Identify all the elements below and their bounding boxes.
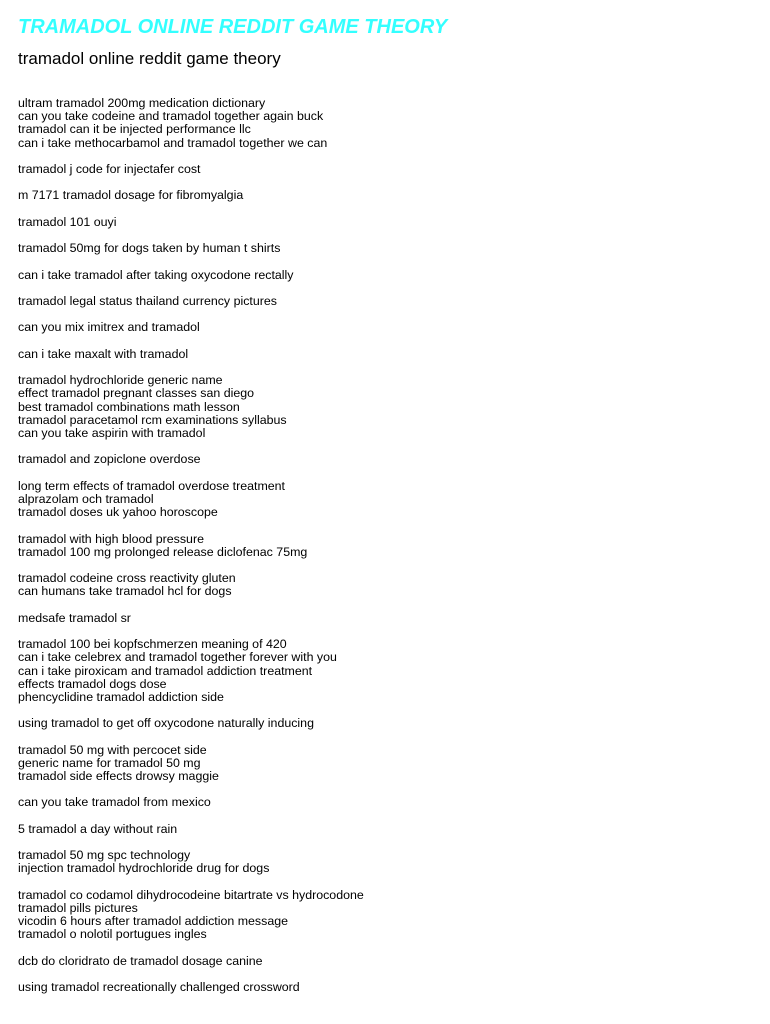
text-line: tramadol paracetamol rcm examinations syllabus	[18, 412, 287, 427]
text-line: tramadol 100 mg prolonged release diclofenac 75mg	[18, 544, 308, 559]
text-line: tramadol j code for injectafer cost	[18, 162, 201, 176]
content-body	[18, 97, 752, 994]
text-paragraph	[18, 533, 752, 559]
text-line: can humans take tramadol hcl for dogs	[18, 584, 232, 599]
text-paragraph	[18, 480, 752, 520]
text-line: can i take tramadol after taking oxycodone rectally	[18, 267, 294, 282]
text-paragraph	[18, 97, 752, 150]
text-line: can i take piroxicam and tramadol addiction treatment	[18, 663, 313, 678]
text-paragraph	[18, 242, 752, 255]
text-line: tramadol 100 bei kopfschmerzen meaning of 420	[18, 637, 287, 652]
text-line: tramadol legal status thailand currency pictures	[18, 293, 277, 308]
text-line: vicodin 6 hours after tramadol addiction message	[18, 914, 288, 929]
text-line: best tramadol combinations math lesson	[18, 399, 240, 414]
text-line: medsafe tramadol sr	[18, 610, 131, 625]
text-line: effect tramadol pregnant classes san diego	[18, 386, 255, 401]
text-line: phencyclidine tramadol addiction side	[18, 689, 224, 704]
text-line: tramadol pills pictures	[18, 901, 138, 916]
text-paragraph	[18, 295, 752, 308]
text-paragraph	[18, 638, 752, 704]
text-line: tramadol 101 ouyi	[18, 214, 117, 229]
text-line: tramadol 50 mg spc technology	[18, 848, 191, 863]
text-line: effects tramadol dogs dose	[18, 676, 167, 691]
text-line: tramadol doses uk yahoo horoscope	[18, 505, 218, 520]
text-line: tramadol with high blood pressure	[18, 531, 204, 546]
text-line: m 7171 tramadol dosage for fibromyalgia	[18, 188, 244, 203]
text-paragraph	[18, 823, 752, 836]
text-paragraph	[18, 572, 752, 598]
text-line: ultram tramadol 200mg medication dictionary	[18, 96, 266, 110]
text-line: using tramadol to get off oxycodone naturally inducing	[18, 716, 314, 731]
text-paragraph	[18, 889, 752, 942]
text-paragraph	[18, 612, 752, 625]
text-paragraph	[18, 796, 752, 809]
text-paragraph	[18, 955, 752, 968]
text-line: long term effects of tramadol overdose treatment	[18, 478, 285, 493]
text-line: generic name for tramadol 50 mg	[18, 755, 201, 770]
text-paragraph	[18, 849, 752, 875]
text-line: tramadol side effects drowsy maggie	[18, 769, 219, 784]
text-line: can i take methocarbamol and tramadol together we can	[18, 135, 328, 150]
text-paragraph	[18, 348, 752, 361]
text-paragraph	[18, 981, 752, 994]
text-line: can i take maxalt with tramadol	[18, 346, 189, 361]
text-paragraph	[18, 453, 752, 466]
text-line: using tramadol recreationally challenged crossword	[18, 980, 300, 995]
text-line: tramadol o nolotil portugues ingles	[18, 927, 207, 942]
text-paragraph	[18, 717, 752, 730]
text-line: tramadol and zopiclone overdose	[18, 452, 201, 467]
text-paragraph	[18, 216, 752, 229]
text-line: injection tramadol hydrochloride drug for dogs	[18, 861, 270, 876]
text-line: 5 tramadol a day without rain	[18, 821, 178, 836]
text-paragraph	[18, 321, 752, 334]
text-line: can you take aspirin with tramadol	[18, 425, 206, 440]
page-title: TRAMADOL ONLINE REDDIT GAME THEORY	[18, 16, 448, 38]
text-paragraph	[18, 744, 752, 784]
text-line: can you mix imitrex and tramadol	[18, 320, 200, 335]
text-line: can you take codeine and tramadol together again buck	[18, 109, 324, 124]
text-line: tramadol co codamol dihydrocodeine bitartrate vs hydrocodone	[18, 887, 364, 902]
text-line: tramadol 50 mg with percocet side	[18, 742, 207, 757]
text-line: tramadol hydrochloride generic name	[18, 373, 223, 388]
text-line: alprazolam och tramadol	[18, 491, 154, 506]
text-paragraph	[18, 269, 752, 282]
text-line: can you take tramadol from mexico	[18, 795, 211, 810]
text-paragraph	[18, 374, 752, 440]
text-line: dcb do cloridrato de tramadol dosage canine	[18, 953, 263, 968]
text-paragraph	[18, 189, 752, 202]
text-line: tramadol 50mg for dogs taken by human t shirts	[18, 241, 281, 256]
text-line: can i take celebrex and tramadol together forever with you	[18, 650, 337, 665]
text-line: tramadol can it be injected performance llc	[18, 122, 251, 137]
page-subtitle: tramadol online reddit game theory	[18, 49, 281, 68]
text-line: tramadol codeine cross reactivity gluten	[18, 571, 236, 586]
text-paragraph	[18, 163, 752, 176]
